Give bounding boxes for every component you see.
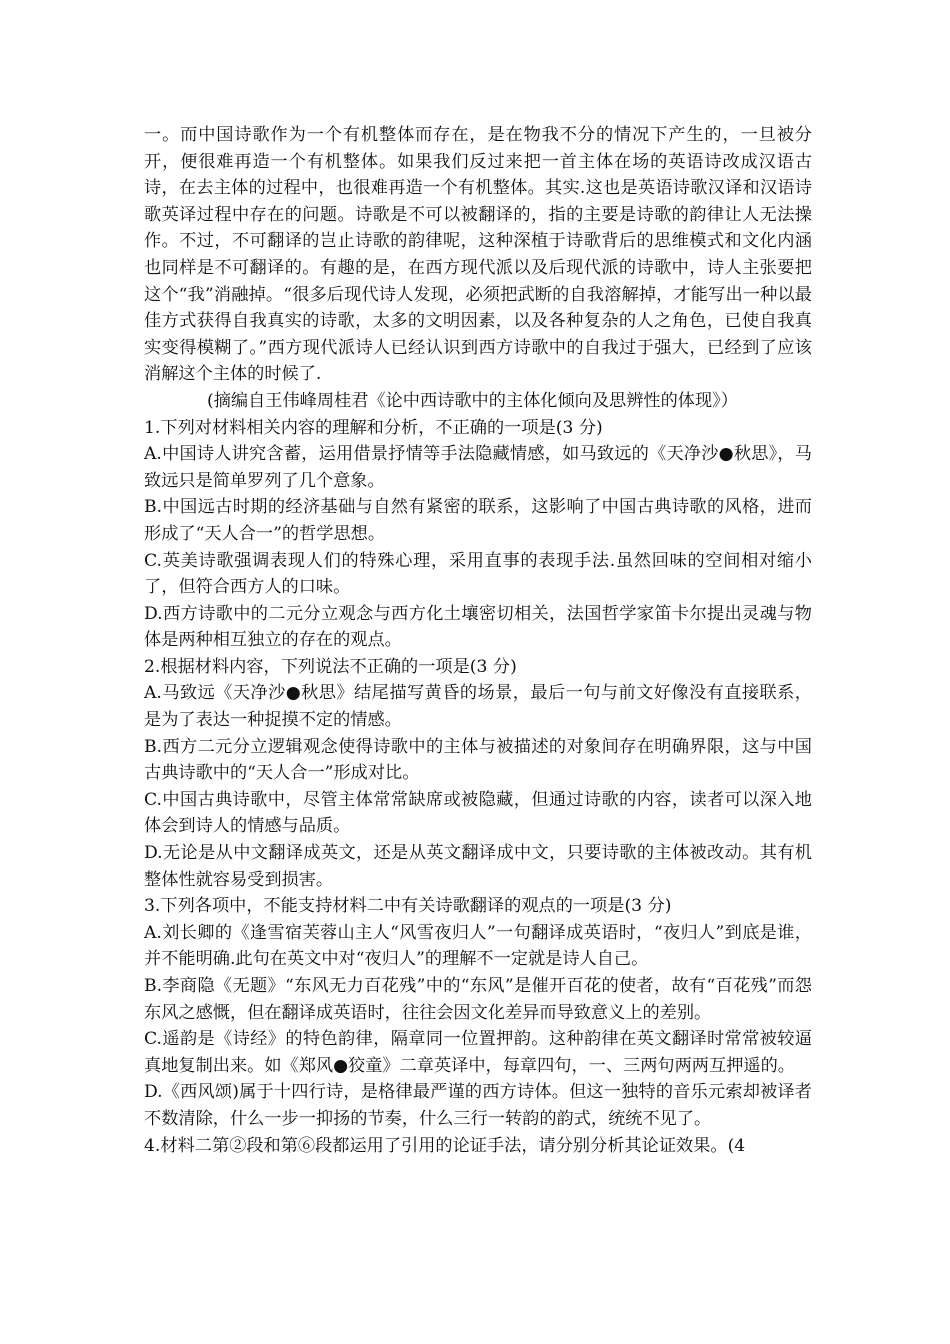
question-1 [144, 415, 812, 654]
option-a: A.中国诗人讲究含蓄，运用借景抒情等手法隐藏情感，如马致远的《天净沙●秋思》，马致远只是简单罗列了几个意象。 [144, 444, 812, 491]
article-body: 一。而中国诗歌作为一个有机整体而存在，是在物我不分的情况下产生的，一旦被分开，便很难再造一个有机整体。如果我们反过来把一首主体在场的英语诗改成汉语古诗，在去主体的过程中，也很难再造一个有机整体。其实.这也是英语诗歌汉译和汉语诗歌英译过程中存在的问题。诗歌是不可以被翻译的，指的主要是诗歌的韵律让人无法操作。不过，不可翻译的岂止诗歌的韵律呢，这种深植于诗歌背后的思维模式和文化内涵也同样是不可翻译的。有趣的是，在西方现代派以及后现代派的诗歌中，诗人主张要把这个“我”消融掉。“很多后现代诗人发现，必须把武断的自我溶解掉，才能写出一种以最佳方式获得自我真实的诗歌，太多的文明因素，以及各种复杂的人之角色，已使自我真实变得模糊了。”西方现代派诗人已经认识到西方诗歌中的自我过于强大，已经到了应该消解这个主体的时候了. [144, 125, 812, 385]
question-stem: 3.下列各项中，不能支持材料二中有关诗歌翻译的观点的一项是(3 分) [144, 896, 672, 917]
option-d: D.西方诗歌中的二元分立观念与西方化土壤密切相关，法国哲学家笛卡尔提出灵魂与物体是两种相互独立的存在的观点。 [144, 603, 812, 651]
option-b: B.李商隐《无题》“东风无力百花残”中的“东风”是催开百花的使者，故有“百花残”而怨东风之感慨，但在翻译成英语时，往往会因文化差异而导致意义上的差别。 [144, 976, 812, 1023]
option-b: B.西方二元分立逻辑观念使得诗歌中的主体与被描述的对象间存在明确界限，这与中国古典诗歌中的“天人合一”形成对比。 [144, 736, 812, 784]
option-a: A.刘长卿的《逢雪宿芙蓉山主人“风雪夜归人”一句翻译成英语时，“夜归人”到底是谁，并不能明确.此句在英文中对“夜归人”的理解不一定就是诗人自己。 [144, 922, 812, 970]
question-4 [144, 1133, 812, 1160]
question-stem: 2.根据材料内容，下列说法不正确的一项是(3 分) [144, 656, 517, 677]
document-page [144, 122, 812, 1159]
option-b: B.中国远古时期的经济基础与自然有紧密的联系，这影响了中国古典诗歌的风格，进而形成了“天人合一”的哲学思想。 [144, 497, 812, 544]
option-d: D.《西风颂)属于十四行诗，是格律最严谨的西方诗体。但这一独特的音乐元索却被译者不数清除，什么一步一抑扬的节奏，什么三行一转韵的韵式，统统不见了。 [144, 1082, 812, 1129]
option-c: C.中国古典诗歌中，尽管主体常常缺席或被隐藏，但通过诗歌的内容，读者可以深入地体会到诗人的情感与品质。 [144, 789, 812, 837]
question-2 [144, 654, 812, 893]
question-stem: 1.下列对材料相关内容的理解和分析，不正确的一项是(3 分) [144, 417, 603, 438]
question-stem: 4.材料二第②段和第⑥段都运用了引用的论证手法，请分别分析其论证效果。(4 [144, 1135, 746, 1156]
question-3 [144, 893, 812, 1132]
option-c: C.遥韵是《诗经》的特色韵律，隔章同一位置押韵。这种韵律在英文翻译时常常被较逼真地复制出来。如《郑风●狡童》二章英译中，每章四句，一、三两句两两互押遥的。 [144, 1029, 812, 1076]
article-source: (摘编自王伟峰周桂君《论中西诗歌中的主体化倾向及思辨性的体现》） [207, 390, 738, 411]
option-a: A.马致远《天净沙●秋思》结尾描写黄昏的场景，最后一句与前文好像没有直接联系，是为了表达一种捉摸不定的情感。 [144, 683, 812, 731]
option-d: D.无论是从中文翻译成英文，还是从英文翻译成中文，只要诗歌的主体被改动。其有机整体性就容易受到损害。 [144, 843, 812, 890]
option-c: C.英美诗歌强调表现人们的特殊心理，采用直事的表现手法.虽然回味的空间相对缩小了，但符合西方人的口味。 [144, 550, 812, 598]
